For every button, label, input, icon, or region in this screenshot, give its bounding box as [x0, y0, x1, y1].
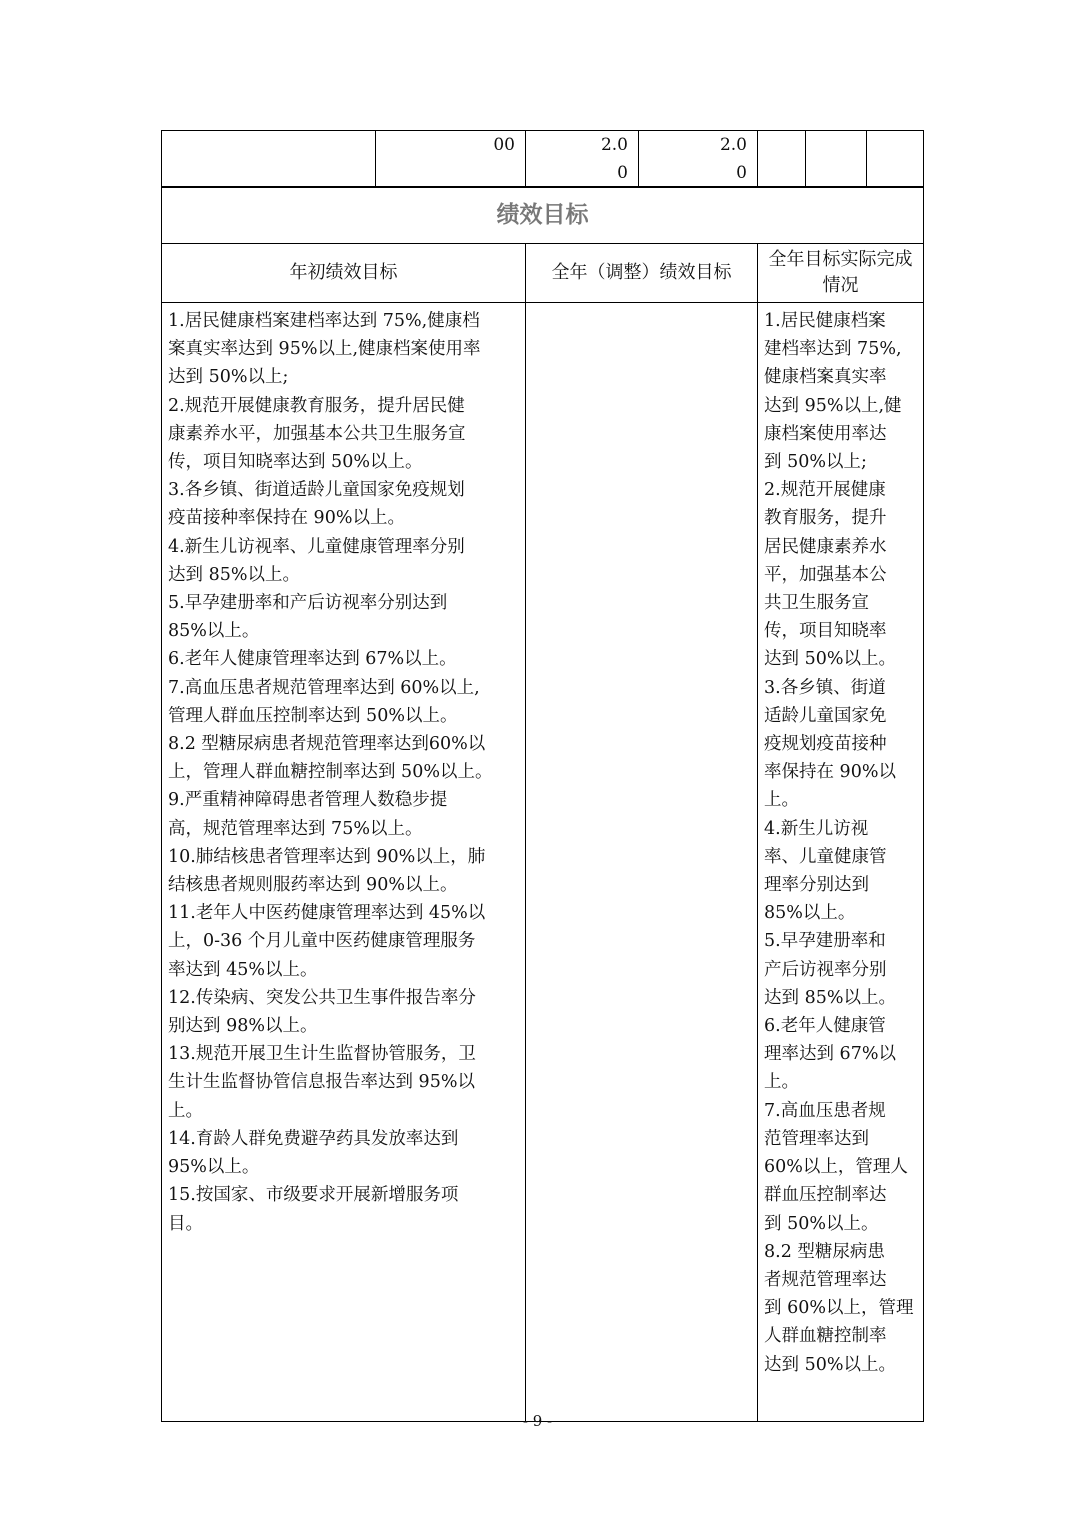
text-line: 3.各乡镇、街道适龄儿童国家免疫规划 — [168, 480, 465, 501]
text-line: 1.居民健康档案 — [764, 311, 886, 331]
table-cell: 2.0 0 — [526, 131, 639, 188]
text-line: 1.居民健康档案建档率达到 75%,健康档 — [168, 311, 480, 331]
text-line: 到 50%以上; — [764, 452, 867, 473]
text-line: 7.高血压患者规 — [764, 1100, 886, 1121]
text-line: 14.育龄人群免费避孕药具发放率达到 — [168, 1128, 459, 1149]
text-line: 4.新生儿访视率、儿童健康管理率分别 — [168, 536, 465, 557]
text-line: 教育服务，提升 — [764, 508, 887, 529]
text-line: 60%以上，管理人 — [764, 1157, 908, 1178]
text-line: 6.老年人健康管 — [764, 1016, 886, 1037]
text-line: 6.老年人健康管理率达到 67%以上。 — [168, 649, 457, 670]
text-line: 8.2 型糖尿病患者规范管理率达到60%以 — [168, 734, 486, 755]
actual-completion-cell — [758, 303, 924, 1422]
text-line: 达到 85%以上。 — [764, 987, 896, 1008]
text-line: 率保持在 90%以 — [764, 762, 896, 783]
text-line: 上。 — [764, 790, 799, 811]
text-line: 9.严重精神障碍患者管理人数稳步提 — [168, 790, 448, 811]
text-line: 康档案使用率达 — [764, 423, 887, 444]
budget-table-tail — [161, 130, 924, 188]
text-line: 达到 50%以上; — [168, 367, 289, 388]
text-line: 生计生监督协管信息报告率达到 95%以 — [168, 1072, 475, 1093]
text-line: 85%以上。 — [764, 903, 856, 924]
text-line: 到 50%以上。 — [764, 1213, 879, 1234]
text-line: 5.早孕建册率和 — [764, 931, 886, 952]
header-adjusted-goals: 全年（调整）绩效目标 — [526, 244, 758, 303]
text-line: 健康档案真实率 — [764, 367, 887, 388]
text-line: 目。 — [168, 1213, 203, 1234]
text-line: 12.传染病、突发公共卫生事件报告率分 — [168, 987, 476, 1008]
text-line: 建档率达到 75%, — [764, 339, 902, 360]
text-line: 疫苗接种率保持在 90%以上。 — [168, 508, 405, 529]
text-line: 上，0-36 个月儿童中医药健康管理服务 — [168, 931, 476, 952]
table-cell — [758, 131, 806, 188]
text-line: 传，项目知晓率达到 50%以上。 — [168, 452, 423, 473]
text-line: 结核患者规则服药率达到 90%以上。 — [168, 875, 458, 896]
text-line: 别达到 98%以上。 — [168, 1016, 318, 1037]
text-line: 产后访视率分别 — [764, 959, 887, 980]
text-line: 康素养水平，加强基本公共卫生服务宣 — [168, 423, 466, 444]
performance-goals-table — [161, 186, 924, 1422]
initial-goals-cell — [162, 303, 526, 1422]
text-line: 人群血糖控制率 — [764, 1326, 887, 1347]
text-line: 案真实率达到 95%以上,健康档案使用率 — [168, 339, 481, 360]
table-cell: 00 — [376, 131, 526, 188]
header-initial-goals: 年初绩效目标 — [162, 244, 526, 303]
text-line: 达到 85%以上。 — [168, 564, 300, 585]
text-line: 管理人群血压控制率达到 50%以上。 — [168, 705, 458, 726]
text-line: 适龄儿童国家免 — [764, 705, 887, 726]
text-line: 率、儿童健康管 — [764, 846, 887, 867]
header-actual-completion: 全年目标实际完成情况 — [758, 244, 924, 303]
text-line: 高，规范管理率达到 75%以上。 — [168, 818, 423, 839]
text-line: 者规范管理率达 — [764, 1269, 887, 1290]
text-line: 2.规范开展健康 — [764, 480, 886, 501]
text-line: 上。 — [168, 1100, 203, 1121]
text-line: 15.按国家、市级要求开展新增服务项 — [168, 1185, 459, 1206]
text-line: 95%以上。 — [168, 1157, 260, 1178]
text-line: 上，管理人群血糖控制率达到 50%以上。 — [168, 762, 493, 783]
text-line: 10.肺结核患者管理率达到 90%以上，肺 — [168, 846, 486, 867]
text-line: 平，加强基本公 — [764, 564, 887, 585]
text-line: 达到 50%以上。 — [764, 1354, 896, 1375]
text-line: 范管理率达到 — [764, 1128, 869, 1149]
text-line: 达到 50%以上。 — [764, 649, 896, 670]
text-line: 85%以上。 — [168, 621, 260, 642]
table-row — [162, 131, 924, 188]
adjusted-goals-cell — [526, 303, 758, 1422]
text-line: 2.规范开展健康教育服务，提升居民健 — [168, 395, 465, 416]
table-cell — [162, 131, 376, 188]
text-line: 4.新生儿访视 — [764, 818, 869, 839]
text-line: 8.2 型糖尿病患 — [764, 1241, 885, 1262]
text-line: 3.各乡镇、街道 — [764, 677, 886, 698]
text-line: 疫规划疫苗接种 — [764, 734, 887, 755]
table-cell — [806, 131, 867, 188]
text-line: 5.早孕建册率和产后访视率分别达到 — [168, 593, 448, 614]
text-line: 7.高血压患者规范管理率达到 60%以上, — [168, 677, 480, 698]
text-line: 传，项目知晓率 — [764, 621, 887, 642]
text-line: 11.老年人中医药健康管理率达到 45%以 — [168, 903, 486, 924]
text-line: 理率达到 67%以 — [764, 1044, 896, 1065]
page-number: - 9 - — [522, 1412, 553, 1430]
table-cell — [867, 131, 924, 188]
text-line: 理率分别达到 — [764, 875, 869, 896]
text-line: 到 60%以上，管理 — [764, 1298, 914, 1319]
text-line: 共卫生服务宣 — [764, 593, 869, 614]
text-line: 率达到 45%以上。 — [168, 959, 318, 980]
table-cell: 2.0 0 — [639, 131, 758, 188]
text-line: 13.规范开展卫生计生监督协管服务，卫 — [168, 1044, 476, 1065]
section-title: 绩效目标 — [162, 187, 924, 244]
text-line: 群血压控制率达 — [764, 1185, 887, 1206]
text-line: 上。 — [764, 1072, 799, 1093]
text-line: 达到 95%以上,健 — [764, 395, 902, 416]
text-line: 居民健康素养水 — [764, 536, 887, 557]
